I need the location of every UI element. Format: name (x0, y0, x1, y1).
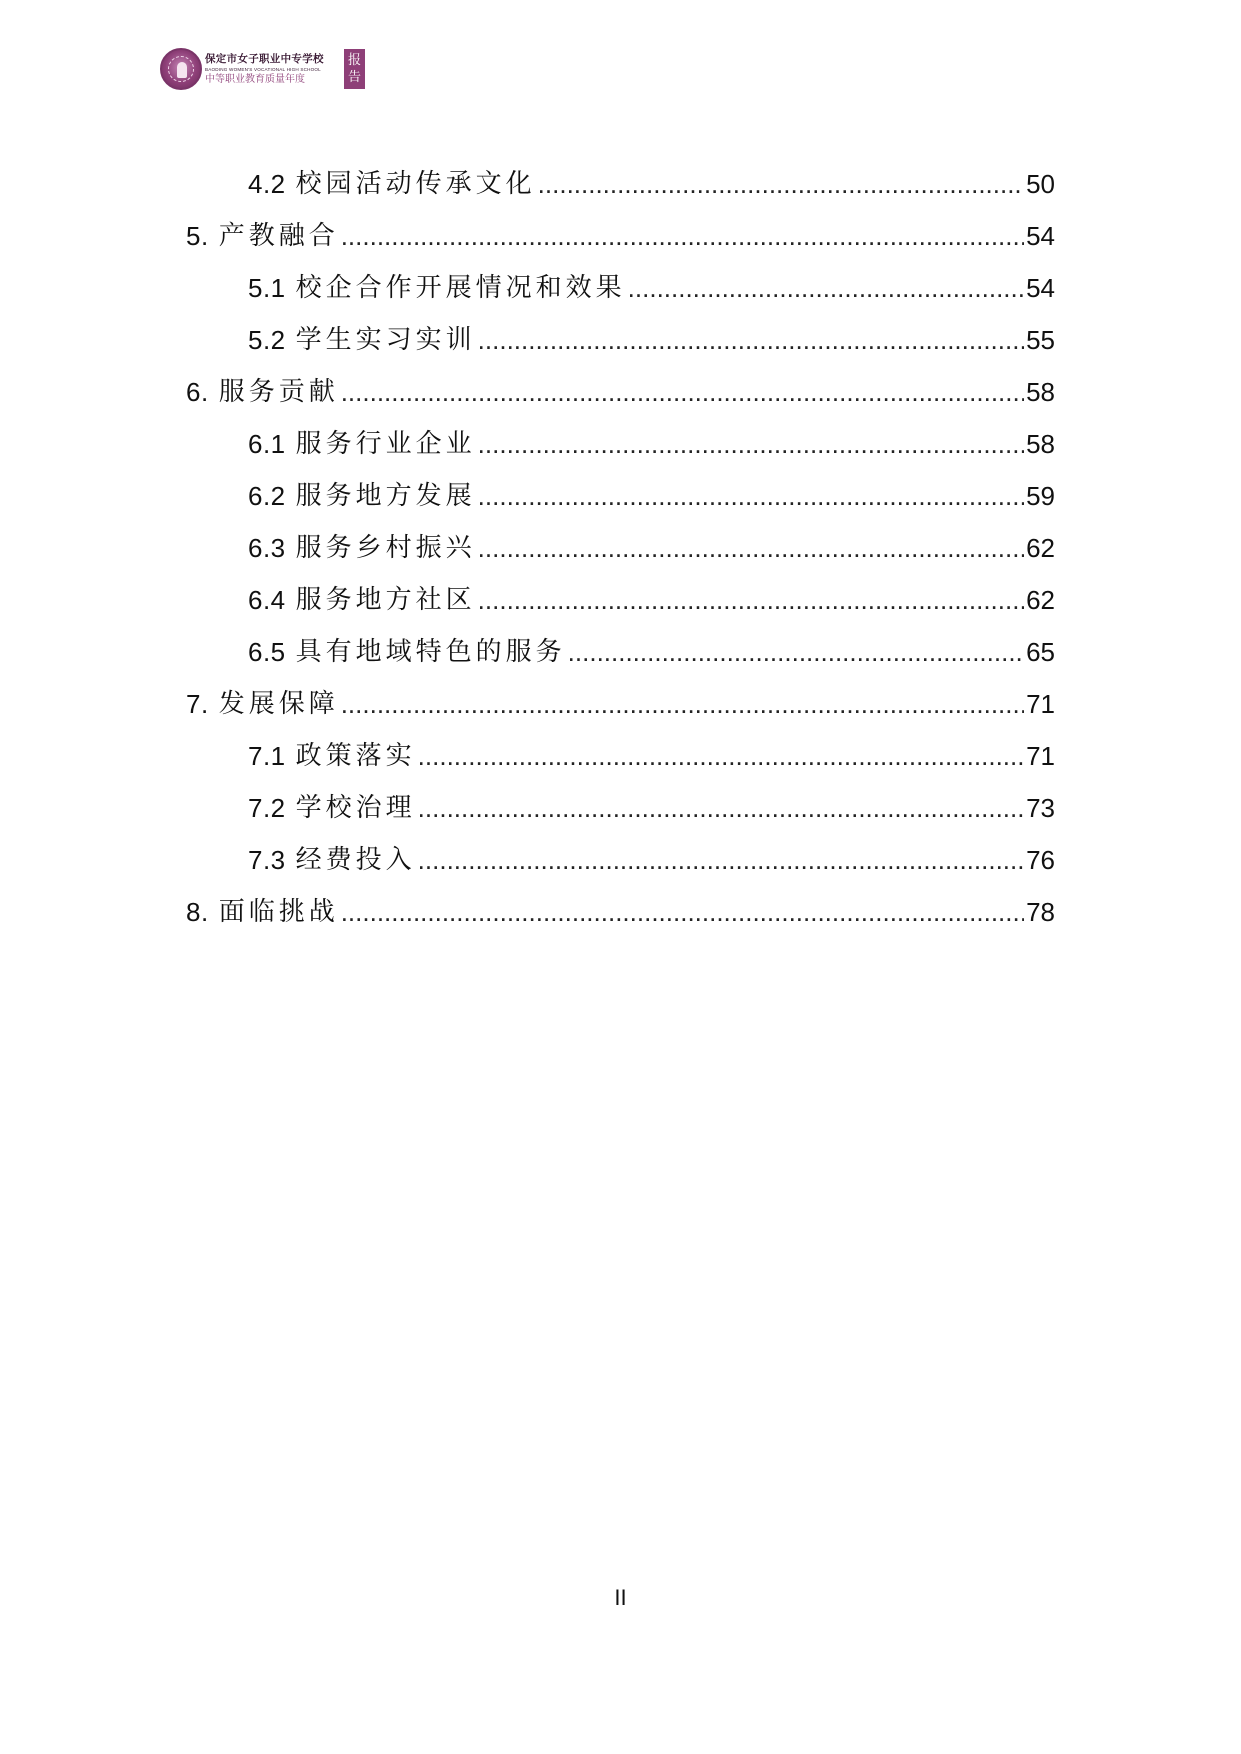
toc-entry[interactable] (248, 629, 1055, 669)
toc-entry[interactable] (248, 577, 1055, 617)
toc-entry-number: 6.4 (248, 585, 286, 615)
toc-entry-page: 76 (1026, 845, 1055, 875)
toc-dot-leader (538, 167, 1024, 201)
toc-entry-number: 6.5 (248, 637, 286, 667)
toc-entry[interactable] (248, 317, 1055, 357)
toc-entry-title: 发展保障 (218, 689, 339, 719)
toc-entry-page: 50 (1026, 169, 1055, 199)
toc-entry-page: 65 (1026, 637, 1055, 667)
toc-entry[interactable] (248, 473, 1055, 513)
toc-entry-number: 7.3 (248, 845, 286, 875)
toc-entry[interactable] (248, 161, 1055, 201)
toc-entry-page: 58 (1026, 429, 1055, 459)
toc-entry[interactable] (248, 733, 1055, 773)
toc-entry-number: 7.2 (248, 793, 286, 823)
toc-entry-page: 71 (1026, 741, 1055, 771)
toc-entry-page: 78 (1026, 897, 1055, 927)
toc-entry-page: 54 (1026, 221, 1055, 251)
toc-entry-title: 学生实习实训 (295, 325, 476, 355)
toc-entry-page: 58 (1026, 377, 1055, 407)
toc-entry-number: 6.3 (248, 533, 286, 563)
toc-dot-leader (341, 895, 1024, 929)
toc-dot-leader (418, 791, 1024, 825)
toc-entry-number: 7. (186, 689, 209, 719)
toc-entry-page: 54 (1026, 273, 1055, 303)
toc-entry-title: 服务地方发展 (295, 481, 476, 511)
toc-entry-title: 学校治理 (295, 793, 416, 823)
toc-entry-page: 62 (1026, 533, 1055, 563)
toc-entry-title: 校企合作开展情况和效果 (295, 273, 626, 303)
toc-dot-leader (478, 323, 1024, 357)
toc-entry-title: 服务地方社区 (295, 585, 476, 615)
toc-entry-page: 73 (1026, 793, 1055, 823)
toc-entry-number: 6. (186, 377, 209, 407)
toc-dot-leader (341, 219, 1024, 253)
toc-entry-page: 71 (1026, 689, 1055, 719)
toc-entry[interactable] (186, 889, 1055, 929)
report-badge-char-1: 报 (347, 53, 361, 68)
page-number: II (614, 1585, 627, 1610)
toc-entry-title: 服务乡村振兴 (295, 533, 476, 563)
toc-entry-number: 8. (186, 897, 209, 927)
toc-dot-leader (341, 687, 1024, 721)
toc-entry[interactable] (248, 837, 1055, 877)
toc-entry-number: 6.2 (248, 481, 286, 511)
toc-dot-leader (478, 479, 1024, 513)
toc-entry[interactable] (248, 785, 1055, 825)
toc-entry-page: 59 (1026, 481, 1055, 511)
toc-entry-title: 校园活动传承文化 (295, 169, 536, 199)
toc-entry-number: 5. (186, 221, 209, 251)
toc-entry-title: 产教融合 (218, 221, 339, 251)
toc-entry-title: 具有地域特色的服务 (295, 637, 566, 667)
toc-dot-leader (628, 271, 1024, 305)
toc-entry-number: 7.1 (248, 741, 286, 771)
toc-entry[interactable] (248, 265, 1055, 305)
toc-entry[interactable] (186, 681, 1055, 721)
toc-entry[interactable] (248, 421, 1055, 461)
toc-entry-number: 4.2 (248, 169, 286, 199)
toc-entry-title: 政策落实 (295, 741, 416, 771)
toc-entry-page: 55 (1026, 325, 1055, 355)
toc-dot-leader (341, 375, 1024, 409)
toc-entry-title: 面临挑战 (218, 897, 339, 927)
report-subtitle: 中等职业教育质量年度 (205, 73, 305, 85)
toc-dot-leader (478, 427, 1024, 461)
school-name: 保定市女子职业中专学校 (205, 52, 324, 65)
toc-entry-number: 5.1 (248, 273, 286, 303)
toc-entry[interactable] (186, 369, 1055, 409)
toc-entry-title: 经费投入 (295, 845, 416, 875)
toc-dot-leader (418, 843, 1024, 877)
toc-entry-number: 6.1 (248, 429, 286, 459)
toc-entry-number: 5.2 (248, 325, 286, 355)
toc-dot-leader (478, 531, 1024, 565)
toc-dot-leader (478, 583, 1024, 617)
toc-entry-page: 62 (1026, 585, 1055, 615)
report-badge-char-2: 告 (347, 70, 361, 85)
toc-dot-leader (418, 739, 1024, 773)
toc-entry-title: 服务行业企业 (295, 429, 476, 459)
toc-dot-leader (568, 635, 1024, 669)
toc-entry[interactable] (186, 213, 1055, 253)
toc-entry[interactable] (248, 525, 1055, 565)
school-name-english: BAODING WOMEN'S VOCATIONAL HIGH SCHOOL (205, 66, 321, 72)
toc-entry-title: 服务贡献 (218, 377, 339, 407)
